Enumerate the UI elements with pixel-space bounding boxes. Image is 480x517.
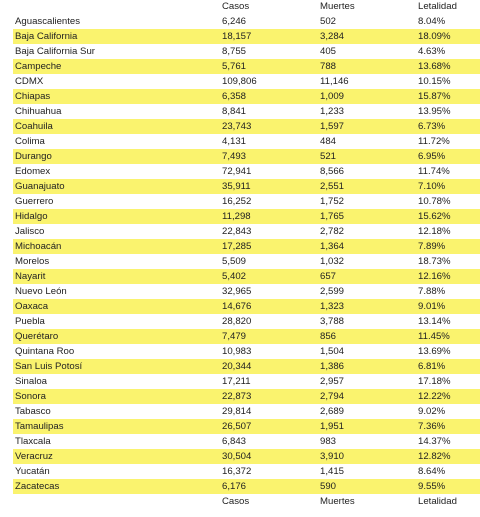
footer-casos: Casos bbox=[222, 496, 250, 507]
cell-muertes: 856 bbox=[318, 329, 416, 344]
cell-casos: 10,983 bbox=[222, 346, 252, 357]
cell-letalidad: 12.82% bbox=[416, 449, 480, 464]
table-row bbox=[13, 479, 480, 494]
cell-casos: 6,176 bbox=[220, 479, 318, 494]
cell-muertes: 2,599 bbox=[320, 286, 345, 297]
cell-casos: 17,285 bbox=[220, 239, 318, 254]
cell-muertes: 1,233 bbox=[320, 106, 345, 117]
header-letalidad: Letalidad bbox=[418, 1, 457, 12]
cell-state: Edomex bbox=[15, 166, 51, 177]
cell-letalidad: 11.74% bbox=[418, 166, 450, 177]
cell-casos: 14,676 bbox=[220, 299, 318, 314]
cell-casos: 5,761 bbox=[220, 59, 318, 74]
cell-state: San Luis Potosí bbox=[13, 359, 220, 374]
table-row bbox=[13, 434, 480, 449]
table-row bbox=[13, 164, 480, 179]
cell-muertes: 521 bbox=[318, 149, 416, 164]
table-row bbox=[13, 179, 480, 194]
table-row bbox=[13, 344, 480, 359]
cell-letalidad: 15.87% bbox=[416, 89, 480, 104]
table-row bbox=[13, 329, 480, 344]
cell-state: Durango bbox=[13, 149, 220, 164]
cell-state: Nuevo León bbox=[15, 286, 67, 297]
header-state bbox=[13, 0, 220, 14]
cell-letalidad: 8.04% bbox=[418, 16, 446, 27]
cell-casos: 28,820 bbox=[222, 316, 252, 327]
cell-letalidad: 7.36% bbox=[416, 419, 480, 434]
table-row bbox=[13, 464, 480, 479]
cell-casos: 17,211 bbox=[222, 376, 251, 387]
header-row bbox=[13, 0, 480, 14]
cell-state: Quintana Roo bbox=[15, 346, 75, 357]
cell-state: CDMX bbox=[15, 76, 44, 87]
table-row bbox=[13, 404, 480, 419]
covid-state-table-container bbox=[13, 0, 480, 509]
cell-muertes: 1,951 bbox=[318, 419, 416, 434]
cell-state: Baja California Sur bbox=[15, 46, 95, 57]
cell-casos: 4,131 bbox=[222, 136, 247, 147]
cell-letalidad: 11.72% bbox=[418, 136, 450, 147]
cell-letalidad: 17.18% bbox=[418, 376, 451, 387]
cell-state: Guerrero bbox=[15, 196, 54, 207]
cell-letalidad: 13.69% bbox=[418, 346, 451, 357]
cell-muertes: 2,794 bbox=[318, 389, 416, 404]
cell-casos: 35,911 bbox=[220, 179, 318, 194]
cell-letalidad: 13.95% bbox=[418, 106, 451, 117]
cell-letalidad: 13.68% bbox=[416, 59, 480, 74]
table-row bbox=[13, 389, 480, 404]
table-header bbox=[13, 0, 480, 14]
cell-state: Jalisco bbox=[15, 226, 45, 237]
cell-letalidad: 18.73% bbox=[418, 256, 451, 267]
table-row bbox=[13, 284, 480, 299]
cell-state: Zacatecas bbox=[13, 479, 220, 494]
table-row bbox=[13, 104, 480, 119]
cell-muertes: 405 bbox=[320, 46, 337, 57]
table-row bbox=[13, 29, 480, 44]
table-row bbox=[13, 134, 480, 149]
cell-casos: 6,358 bbox=[220, 89, 318, 104]
cell-casos: 16,252 bbox=[222, 196, 252, 207]
cell-state: Tlaxcala bbox=[15, 436, 51, 447]
footer-state bbox=[13, 494, 220, 509]
cell-muertes: 1,597 bbox=[318, 119, 416, 134]
cell-state: Puebla bbox=[15, 316, 45, 327]
cell-letalidad: 12.22% bbox=[416, 389, 480, 404]
cell-casos: 5,509 bbox=[222, 256, 247, 267]
cell-state: Yucatán bbox=[15, 466, 50, 477]
cell-state: Aguascalientes bbox=[15, 16, 81, 27]
cell-letalidad: 11.45% bbox=[416, 329, 480, 344]
footer-muertes: Muertes bbox=[320, 496, 355, 507]
table-row bbox=[13, 14, 480, 29]
cell-casos: 20,344 bbox=[220, 359, 318, 374]
cell-muertes: 1,323 bbox=[318, 299, 416, 314]
table-footer bbox=[13, 494, 480, 509]
cell-letalidad: 18.09% bbox=[416, 29, 480, 44]
cell-state: Morelos bbox=[15, 256, 50, 267]
cell-muertes: 1,009 bbox=[318, 89, 416, 104]
cell-casos: 109,806 bbox=[222, 76, 257, 87]
cell-casos: 6,246 bbox=[222, 16, 247, 27]
cell-muertes: 1,415 bbox=[320, 466, 345, 477]
cell-muertes: 484 bbox=[320, 136, 337, 147]
cell-letalidad: 7.89% bbox=[416, 239, 480, 254]
cell-letalidad: 6.81% bbox=[416, 359, 480, 374]
cell-casos: 26,507 bbox=[220, 419, 318, 434]
cell-muertes: 8,566 bbox=[320, 166, 345, 177]
cell-state: Chihuahua bbox=[15, 106, 62, 117]
cell-casos: 7,493 bbox=[220, 149, 318, 164]
cell-state: Oaxaca bbox=[13, 299, 220, 314]
cell-state: Hidalgo bbox=[13, 209, 220, 224]
cell-state: Chiapas bbox=[13, 89, 220, 104]
cell-letalidad: 4.63% bbox=[418, 46, 446, 57]
cell-letalidad: 10.15% bbox=[418, 76, 451, 87]
cell-letalidad: 6.73% bbox=[416, 119, 480, 134]
cell-muertes: 3,284 bbox=[318, 29, 416, 44]
table-row bbox=[13, 359, 480, 374]
cell-casos: 23,743 bbox=[220, 119, 318, 134]
cell-casos: 22,843 bbox=[222, 226, 252, 237]
cell-state: Coahuila bbox=[13, 119, 220, 134]
table-row bbox=[13, 89, 480, 104]
table-row bbox=[13, 449, 480, 464]
cell-letalidad: 14.37% bbox=[418, 436, 451, 447]
cell-letalidad: 9.55% bbox=[416, 479, 480, 494]
cell-casos: 5,402 bbox=[220, 269, 318, 284]
cell-letalidad: 12.18% bbox=[418, 226, 451, 237]
cell-state: Querétaro bbox=[13, 329, 220, 344]
cell-muertes: 3,910 bbox=[318, 449, 416, 464]
cell-state: Nayarit bbox=[13, 269, 220, 284]
cell-casos: 32,965 bbox=[222, 286, 252, 297]
cell-casos: 22,873 bbox=[220, 389, 318, 404]
cell-state: Sinaloa bbox=[15, 376, 48, 387]
table-row bbox=[13, 239, 480, 254]
cell-letalidad: 12.16% bbox=[416, 269, 480, 284]
table-row bbox=[13, 224, 480, 239]
table-row bbox=[13, 149, 480, 164]
cell-letalidad: 9.01% bbox=[416, 299, 480, 314]
cell-letalidad: 9.02% bbox=[418, 406, 446, 417]
cell-casos: 7,479 bbox=[220, 329, 318, 344]
cell-state: Colima bbox=[15, 136, 45, 147]
table-row bbox=[13, 254, 480, 269]
cell-muertes: 2,689 bbox=[320, 406, 345, 417]
table-row bbox=[13, 194, 480, 209]
cell-casos: 8,755 bbox=[222, 46, 247, 57]
cell-letalidad: 7.10% bbox=[416, 179, 480, 194]
cell-state: Baja California bbox=[13, 29, 220, 44]
table-row bbox=[13, 59, 480, 74]
cell-muertes: 2,957 bbox=[320, 376, 345, 387]
cell-muertes: 1,765 bbox=[318, 209, 416, 224]
table-row bbox=[13, 74, 480, 89]
cell-state: Michoacán bbox=[13, 239, 220, 254]
cell-muertes: 788 bbox=[318, 59, 416, 74]
cell-state: Veracruz bbox=[13, 449, 220, 464]
cell-letalidad: 8.64% bbox=[418, 466, 446, 477]
cell-letalidad: 13.14% bbox=[418, 316, 451, 327]
cell-state: Guanajuato bbox=[13, 179, 220, 194]
cell-muertes: 983 bbox=[320, 436, 337, 447]
cell-muertes: 1,032 bbox=[320, 256, 345, 267]
cell-casos: 30,504 bbox=[220, 449, 318, 464]
cell-casos: 29,814 bbox=[222, 406, 252, 417]
cell-muertes: 657 bbox=[318, 269, 416, 284]
cell-letalidad: 6.95% bbox=[416, 149, 480, 164]
table-row bbox=[13, 299, 480, 314]
footer-letalidad: Letalidad bbox=[418, 496, 457, 507]
table-row bbox=[13, 209, 480, 224]
table-row bbox=[13, 269, 480, 284]
table-row bbox=[13, 374, 480, 389]
table-row bbox=[13, 419, 480, 434]
cell-casos: 11,298 bbox=[220, 209, 318, 224]
table-row bbox=[13, 44, 480, 59]
cell-state: Campeche bbox=[13, 59, 220, 74]
cell-casos: 6,843 bbox=[222, 436, 247, 447]
footer-row bbox=[13, 494, 480, 509]
cell-casos: 18,157 bbox=[220, 29, 318, 44]
cell-letalidad: 10.78% bbox=[418, 196, 451, 207]
covid-state-table bbox=[13, 0, 480, 509]
cell-letalidad: 15.62% bbox=[416, 209, 480, 224]
cell-muertes: 11,146 bbox=[320, 76, 349, 87]
header-casos: Casos bbox=[222, 1, 250, 12]
table-body bbox=[13, 14, 480, 494]
table-row bbox=[13, 119, 480, 134]
cell-muertes: 1,752 bbox=[320, 196, 345, 207]
cell-state: Tamaulipas bbox=[13, 419, 220, 434]
cell-muertes: 1,386 bbox=[318, 359, 416, 374]
cell-muertes: 3,788 bbox=[320, 316, 345, 327]
cell-muertes: 590 bbox=[318, 479, 416, 494]
cell-muertes: 1,364 bbox=[318, 239, 416, 254]
cell-muertes: 1,504 bbox=[320, 346, 345, 357]
cell-casos: 72,941 bbox=[222, 166, 252, 177]
table-row bbox=[13, 314, 480, 329]
cell-muertes: 2,782 bbox=[320, 226, 345, 237]
cell-letalidad: 7.88% bbox=[418, 286, 446, 297]
cell-muertes: 2,551 bbox=[318, 179, 416, 194]
cell-casos: 8,841 bbox=[222, 106, 247, 117]
cell-state: Sonora bbox=[13, 389, 220, 404]
cell-muertes: 502 bbox=[320, 16, 337, 27]
cell-state: Tabasco bbox=[15, 406, 51, 417]
cell-casos: 16,372 bbox=[222, 466, 252, 477]
header-muertes: Muertes bbox=[320, 1, 355, 12]
